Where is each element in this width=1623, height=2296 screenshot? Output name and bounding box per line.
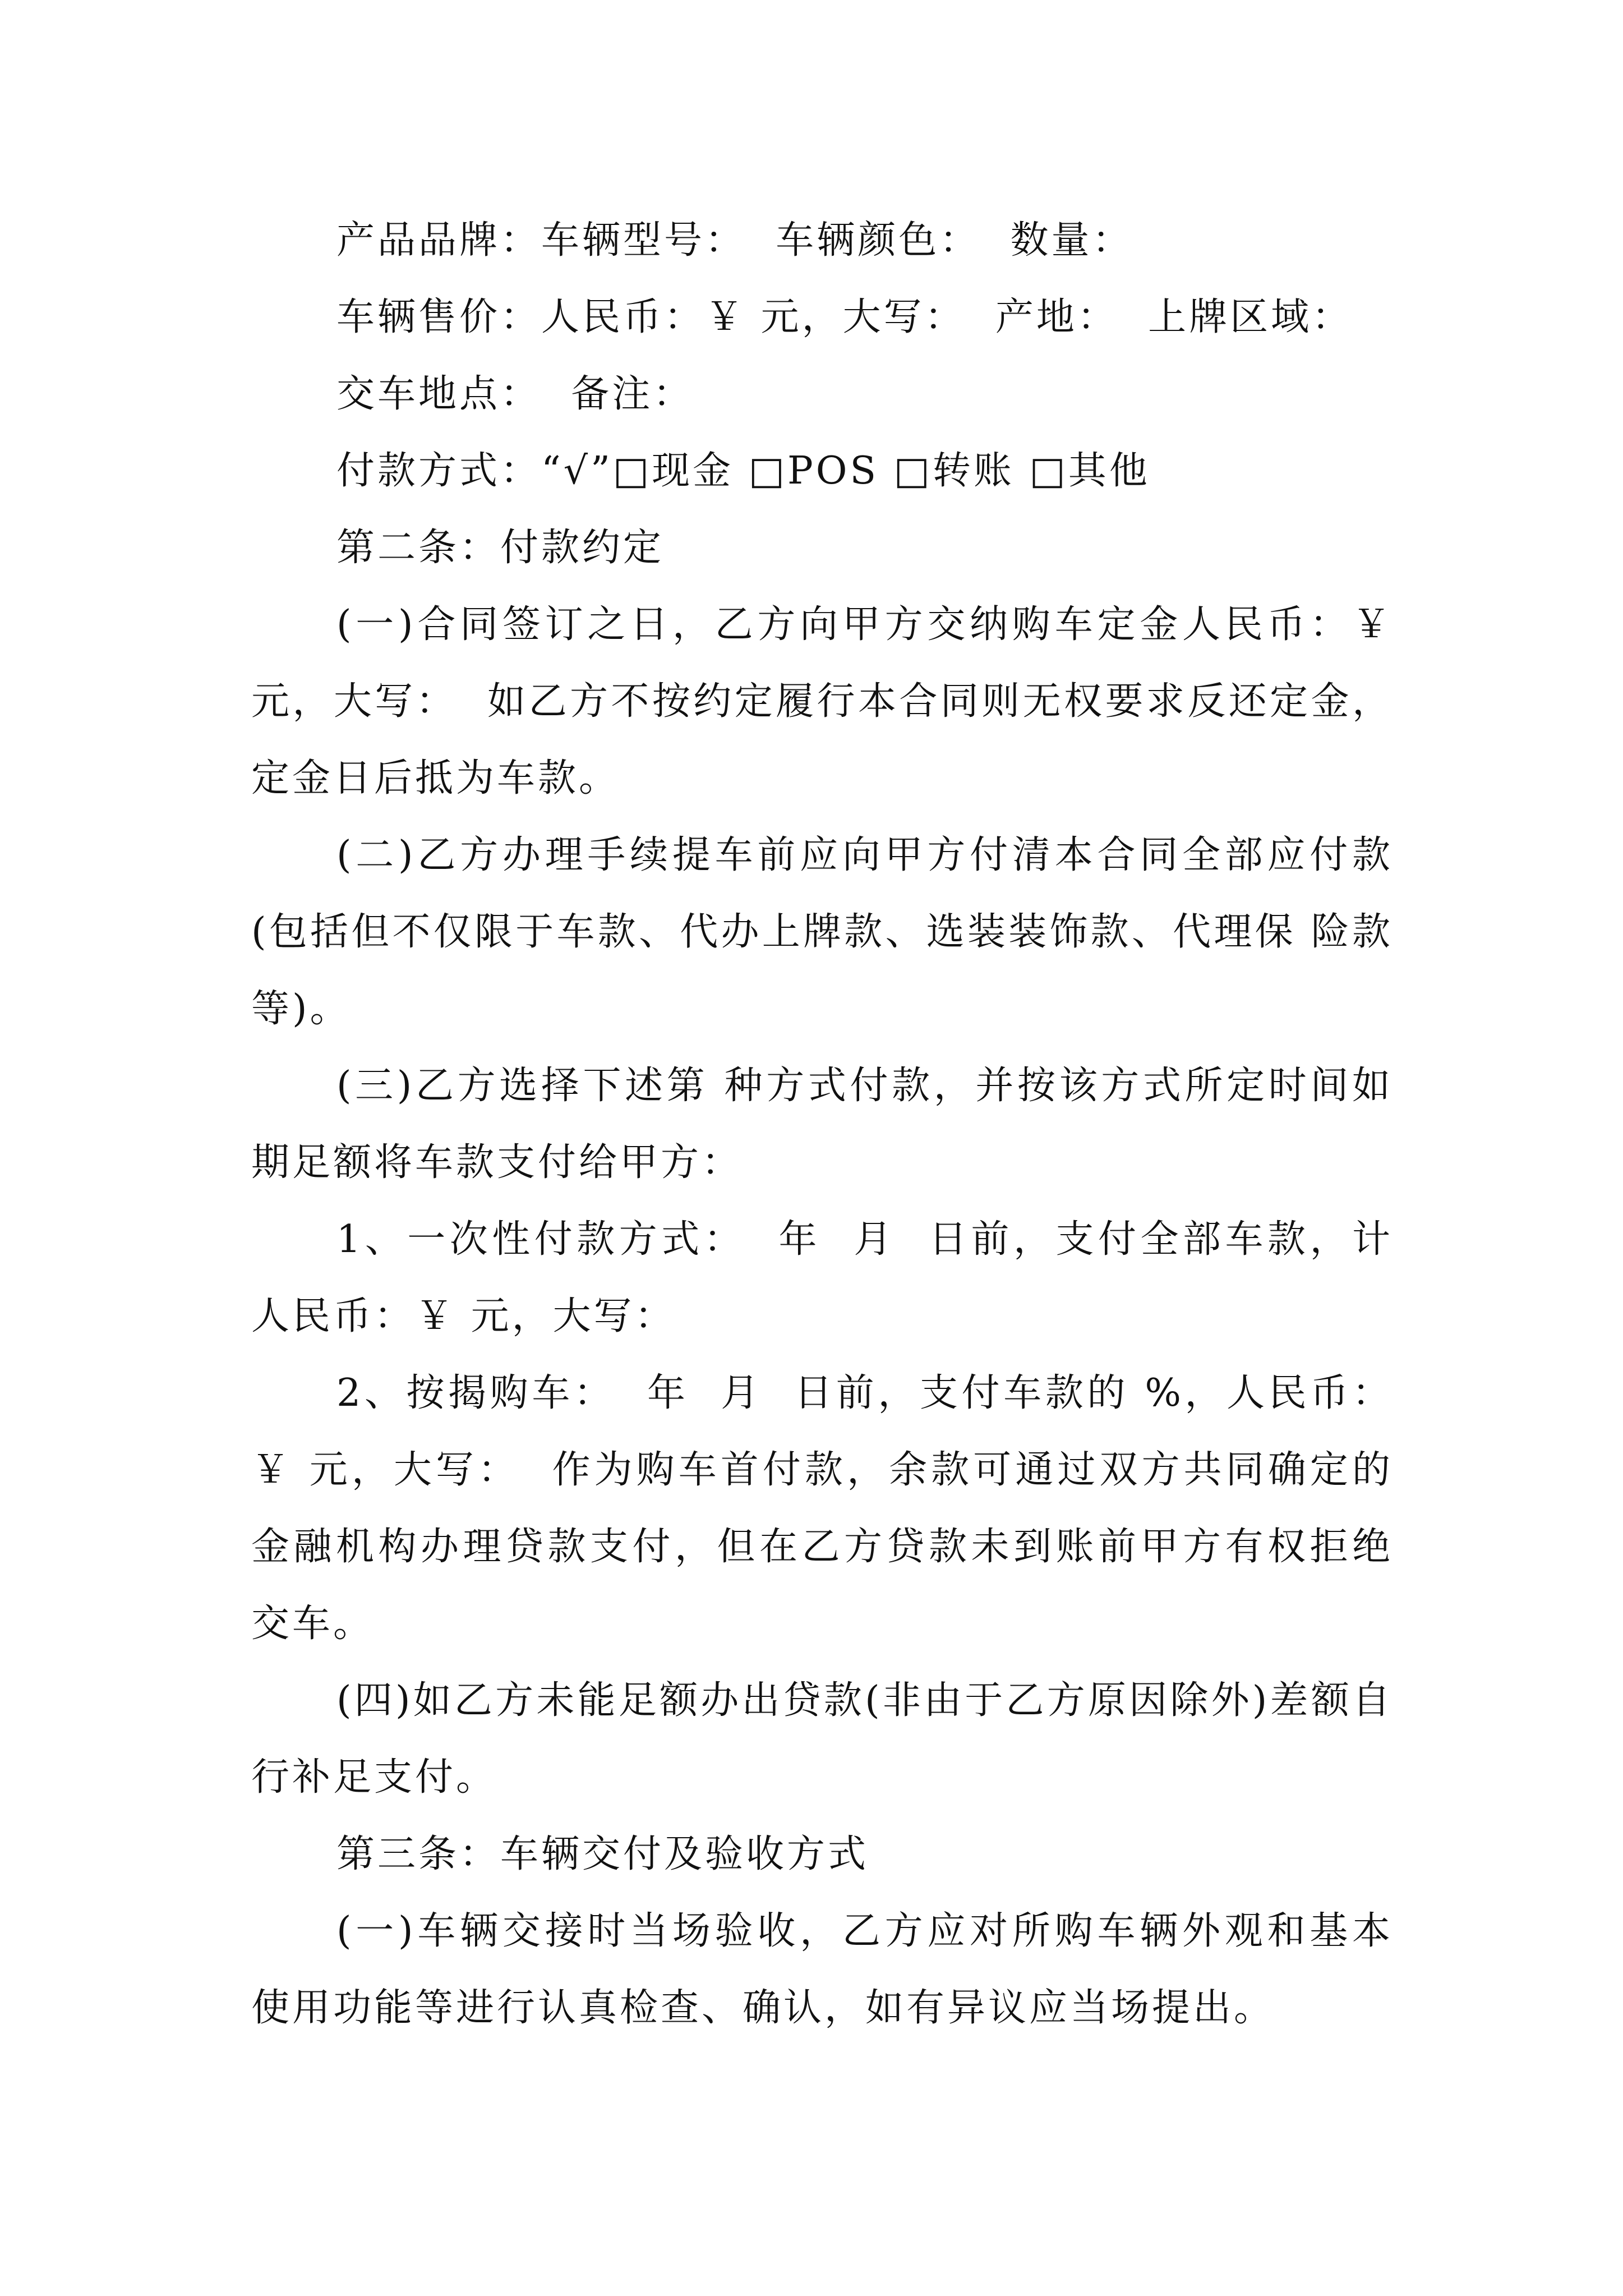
- paragraph-loan-shortfall: (四)如乙方未能足额办出贷款(非由于乙方原因除外)差额自行补足支付。: [251, 1678, 1393, 1800]
- paragraph-payment-method: 付款方式：“√”□现金 □POS □转账 □其他: [336, 449, 1150, 493]
- paragraph-vehicle-inspection: (一)车辆交接时当场验收，乙方应对所购车辆外观和基本使用功能等进行认真检查、确认，如有异议应当场提出。: [251, 1909, 1393, 2030]
- paragraph-payment-option: (三)乙方选择下述第 种方式付款，并按该方式所定时间如期足额将车款支付给甲方：: [251, 1064, 1393, 1185]
- paragraph-vehicle-price: 车辆售价：人民币：￥ 元，大写： 产地： 上牌区域：: [336, 295, 1353, 339]
- section-heading-article-3: 第三条：车辆交付及验收方式: [336, 1832, 869, 1876]
- paragraph-deposit: (一)合同签订之日，乙方向甲方交纳购车定金人民币：￥ 元，大写： 如乙方不按约定履行本合同则无权要求反还定金，定金日后抵为车款。: [251, 602, 1408, 800]
- paragraph-lump-sum-payment: 1、一次性付款方式： 年 月 日前，支付全部车款，计人民币：￥ 元，大写：: [251, 1217, 1393, 1338]
- paragraph-loan-purchase: 2、按揭购车： 年 月 日前，支付车款的 %，人民币：￥ 元，大写： 作为购车首付款，余款可通过双方共同确定的金融机构办理贷款支付，但在乙方贷款未到账前甲方有权拒绝交车。: [251, 1371, 1393, 1646]
- contract-body: [251, 202, 1408, 2046]
- paragraph-delivery-location: 交车地点： 备注：: [336, 372, 694, 416]
- section-heading-article-2: 第二条：付款约定: [336, 526, 665, 570]
- paragraph-full-payment-before-pickup: (二)乙方办理手续提车前应向甲方付清本合同全部应付款(包括但不仅限于车款、代办上牌款、选装装饰款、代理保 险款等)。: [251, 833, 1393, 1031]
- paragraph-vehicle-info: 产品品牌：车辆型号： 车辆颜色： 数量：: [336, 218, 1133, 263]
